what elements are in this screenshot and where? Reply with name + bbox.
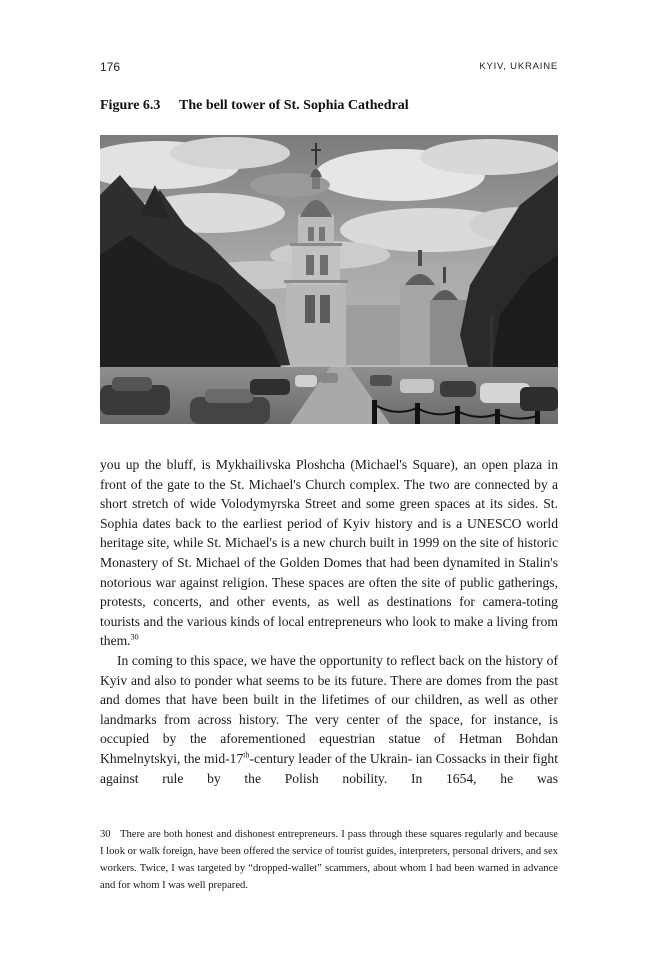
footnote-body: There are both honest and dishonest entrepreneurs. I pass through these squares regularly and because I look or walk foreign, have been offered the service of tourist guides, interpreters, personal drivers, and sex workers. Twice, I was targeted by “dropped-wallet” scammers, about whom I had been warned in advance and for whom I was well prepared. — [100, 829, 558, 891]
footnote-number: 30 — [100, 829, 111, 840]
paragraph — [100, 455, 558, 651]
page-number: 176 — [100, 60, 121, 74]
figure-caption — [100, 98, 560, 114]
figure-number: Figure 6.3 — [100, 98, 161, 113]
text-line: spaces at its sides. St. Sophia dates back to the earliest period of Kyiv history — [100, 496, 558, 531]
text-line: -century leader of the Ukrain- — [249, 750, 413, 766]
running-title: KYIV, UKRAINE — [479, 61, 558, 72]
text-line: of Hetman Bohdan Khmelnytskyi, the mid-17 — [100, 731, 558, 766]
text-line: domes from the past and domes that have been built in the lifetimes of our — [100, 672, 558, 708]
text-line: other events, as well as destinations for camera-toting tourists and the — [100, 594, 558, 629]
text-line: In coming to this space, we have the opportunity to reflect back on the — [117, 652, 502, 668]
text-line: history of Kyiv and also to ponder what seems to be its future. There are — [100, 652, 558, 688]
footnote-text — [100, 826, 558, 894]
text-line: These spaces are often the site of public gatherings, protests, concerts, and — [100, 574, 558, 610]
figure-title: The bell tower of St. Sophia Cathedral — [179, 98, 409, 113]
text-line: and is a UNESCO world heritage site, while St. Michael's is a new church — [100, 515, 559, 551]
text-line: connected by a short stretch of wide Volodymyrska Street and some green — [100, 476, 558, 512]
text-line: various kinds of local entrepreneurs who look to make a living from them. — [100, 613, 558, 649]
bell-tower-photo — [100, 135, 558, 424]
text-line: Domes that had been dynamited in Stalin's notorious war against religion. — [100, 554, 558, 590]
text-line: the space, for instance, is occupied by the aforementioned equestrian statue — [100, 711, 558, 747]
text-line: built in 1999 on the site of historic Monastery of St. Michael of the Golden — [100, 535, 558, 570]
footnote — [100, 826, 558, 894]
paragraph — [100, 651, 558, 788]
ordinal-suffix: th — [243, 750, 250, 760]
text-line: ian Cossacks in their fight against rule by the Polish nobility. In 1654, he was — [100, 750, 558, 786]
text-line: you up the bluff, is Mykhailivska Ploshcha (Michael's Square), an open — [100, 457, 509, 472]
footnote-reference[interactable]: 30 — [130, 632, 139, 642]
body-text — [100, 455, 558, 788]
text-line: plaza in front of the gate to the St. Michael's Church complex. The two are — [100, 457, 558, 492]
text-line: children, as well as other landmarks from across history. The very center of — [100, 692, 558, 727]
running-head — [100, 60, 558, 76]
